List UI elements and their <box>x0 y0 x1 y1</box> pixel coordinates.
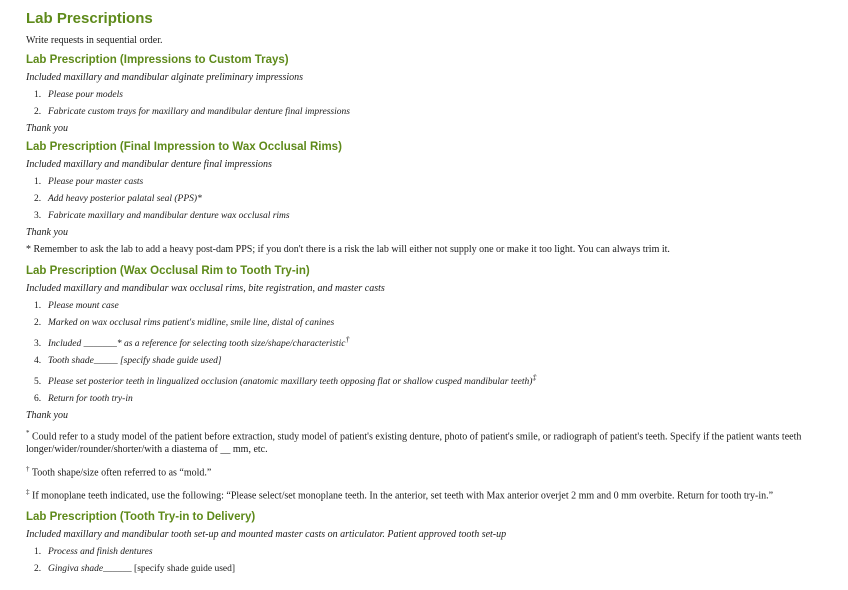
section-heading: Lab Prescription (Impressions to Custom Trays) <box>26 54 289 66</box>
section-heading: Lab Prescription (Wax Occlusal Rim to Tooth Try-in) <box>26 265 310 277</box>
footnote: † Tooth shape/size often referred to as “mold.” <box>26 464 212 478</box>
instruction-list <box>26 176 822 222</box>
footnote: * Remember to ask the lab to add a heavy post-dam PPS; if you don't there is a risk the lab will either not supply one or make it too light. You can always trim it. <box>26 244 670 255</box>
footnote: ‡ If monoplane teeth indicated, use the following: “Please select/set monoplane teeth. In the anterior, set teeth with Max anterior overjet 2 mm and 0 mm overbite. Return for tooth try-in.” <box>26 487 774 502</box>
list-item: 2. Add heavy posterior palatal seal (PPS)* <box>34 194 202 204</box>
list-item: 1. Process and finish dentures <box>34 547 153 558</box>
intro-text: Write requests in sequential order. <box>26 35 163 46</box>
list-item: 1. Please mount case <box>34 301 119 311</box>
section-subtitle: Included maxillary and mandibular tooth set-up and mounted master casts on articulator. Patient approved tooth set-up <box>26 529 507 541</box>
thank-you-text: Thank you <box>26 227 68 238</box>
list-item: 5. Please set posterior teeth in lingualized occlusion (anatomic maxillary teeth opposing flat or shallow cusped mandibular teeth)‡ <box>34 373 537 388</box>
list-item: 1. Please pour master casts <box>34 177 144 187</box>
footnote-marker: ‡ <box>26 487 30 496</box>
section-heading: Lab Prescription (Tooth Try-in to Delivery) <box>26 511 256 524</box>
footnote: * Could refer to a study model of the patient before extraction, study model of patient's existing denture, photo of patient's smile, or radiograph of patient's teeth. Specify if the patient wants teeth longer/wider/rounder/shorter/with a diastema of __ mm, etc. <box>26 429 802 455</box>
footnote-marker: * <box>26 429 30 438</box>
section-subtitle: Included maxillary and mandibular denture final impressions <box>26 159 272 170</box>
thank-you-text: Thank you <box>26 410 68 422</box>
instruction-list <box>26 300 822 405</box>
instruction-list <box>26 546 822 575</box>
section-heading: Lab Prescription (Final Impression to Wax Occlusal Rims) <box>26 141 342 153</box>
footnote-marker: † <box>345 335 350 344</box>
list-item: 2. Marked on wax occlusal rims patient's midline, smile line, distal of canines <box>34 318 335 328</box>
thank-you-text: Thank you <box>26 123 68 134</box>
footnote-marker: ‡ <box>532 373 537 383</box>
page-title: Lab Prescriptions <box>26 10 153 27</box>
section-subtitle: Included maxillary and mandibular alginate preliminary impressions <box>26 72 304 83</box>
list-item: 2. Gingiva shade______ [specify shade guide used] <box>34 564 236 575</box>
instruction-list <box>26 89 822 118</box>
list-item: 4. Tooth shade_____ [specify shade guide used] <box>34 356 222 367</box>
list-item: 1. Please pour models <box>34 90 123 100</box>
list-item: 2. Fabricate custom trays for maxillary and mandibular denture final impressions <box>34 107 350 117</box>
list-item: 3. Included _______* as a reference for selecting tooth size/shape/characteristic† <box>34 335 350 350</box>
section-subtitle: Included maxillary and mandibular wax occlusal rims, bite registration, and master casts <box>26 283 385 294</box>
footnote-marker: † <box>26 464 30 473</box>
list-item: 3. Fabricate maxillary and mandibular denture wax occlusal rims <box>34 211 290 221</box>
list-item: 6. Return for tooth try-in <box>34 394 133 405</box>
